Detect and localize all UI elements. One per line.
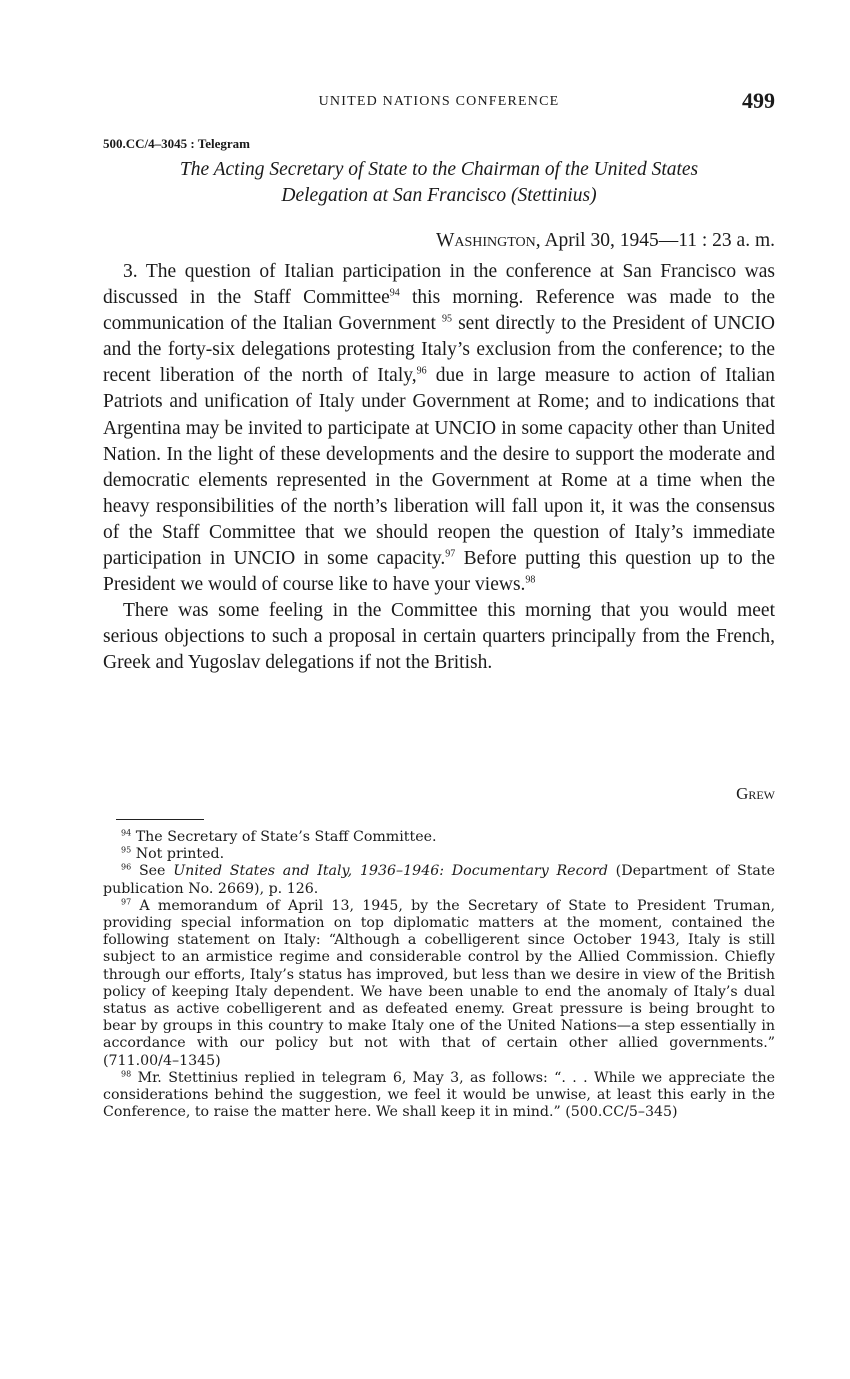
footnote-ref-98: 98 (525, 574, 536, 586)
running-head (103, 90, 775, 114)
paragraph-1-text-a: 3. The question of Italian participation in the conference at San Francisco was discussed in the Staff Committee (103, 261, 775, 309)
paragraph-2: There was some feeling in the Committee this morning that you would meet serious objections to such a proposal in certain quarters principally from the French, Greek and Yugoslav delegations if not the British. (103, 600, 775, 674)
footnote-94 (103, 829, 775, 846)
heading-line-2: Delegation at San Francisco (Stettinius) (281, 185, 597, 206)
footnote-mark: 94 (121, 828, 132, 838)
footnote-divider (116, 819, 204, 820)
footnote-mark: 95 (121, 845, 132, 855)
dateline-date: April 30, 1945—11 : 23 a. m. (540, 230, 775, 251)
dateline-place: Washington, (435, 230, 541, 251)
footnote-text: (Department of State publication No. 2669), p. 126. (103, 863, 775, 897)
footnote-96-title: United States and Italy, 1936–1946: Documentary Record (173, 863, 608, 880)
paragraph-1-text-c: sent directly to the President of UNCIO and the forty-six delegations protesting Italy’s exclusion from the conference; to the recent liberation of the north of Italy, (103, 313, 775, 387)
heading-line-1: The Acting Secretary of State to the Chairman of the United States (179, 159, 699, 180)
footnotes (103, 829, 775, 1121)
footnote-ref-95: 95 (442, 313, 452, 325)
paragraph-1 (103, 259, 775, 598)
footnote-ref-94: 94 (389, 287, 400, 299)
paragraph-1-text-e: Before putting this question up to the President we would of course like to have your views. (103, 548, 775, 596)
footnote-text: Not printed. (131, 846, 225, 863)
dateline (436, 230, 775, 252)
footnote-text: A memorandum of April 13, 1945, by the Secretary of State to President Truman, providing special information on top diplomatic matters at the moment, contained the following statement on Italy: “Although a cobelligerent since October 1943, Italy is still subject to an armistice regime and considerable control by the Allied Commission. Chiefly through our efforts, Italy’s status has improved, but less than we desire in view of the British policy of keeping Italy dependent. We have been unable to end the anomaly of Italy’s dual status as active cobelligerent and as defeated enemy. Great pressure is being brought to bear by groups in this country to make Italy one of the United Nations—a step essentially in accordance with our policy but not with that of certain other allied governments.” (711.00/4–1345) (103, 897, 775, 1069)
footnote-mark: 98 (121, 1069, 132, 1079)
paragraph-1-text-b: this morning. Reference was made to the communication of the Italian Government (103, 287, 775, 335)
page-number: 499 (742, 88, 775, 113)
telegram-body (103, 259, 775, 677)
footnote-mark: 97 (121, 897, 132, 907)
footnote-text: See (131, 863, 174, 880)
paragraph-1-text-d: due in large measure to action of Italian Patriots and unification of Italy under Government at Rome; and to indications that Argentina may be invited to participate at UNCIO in some capacity other than United Nation. In the light of these developments and the desire to support the moderate and democratic elements represented in the Government at Rome at a time when the heavy responsibilities of the north’s liberation will fall upon it, it was the consensus of the Staff Committee that we should reopen the question of Italy’s immediate participation in UNCIO in some capacity. (103, 365, 775, 570)
signature: Grew (736, 784, 775, 803)
footnote-text: Mr. Stettinius replied in telegram 6, May 3, as follows: “. . . While we appreciate the considerations behind the suggestion, we feel it would be unwise, at least this early in the Conference, to raise the matter here. We shall keep it in mind.” (500.CC/5–345) (103, 1069, 775, 1121)
footnote-96 (103, 863, 775, 897)
document-heading (103, 157, 775, 209)
footnote-98 (103, 1070, 775, 1122)
document-id: 500.CC/4–3045 : Telegram (103, 136, 250, 151)
footnote-ref-97: 97 (445, 548, 456, 560)
footnote-text: The Secretary of State’s Staff Committee. (131, 829, 437, 845)
footnote-97 (103, 898, 775, 1070)
footnote-ref-96: 96 (416, 365, 427, 377)
footnote-mark: 96 (121, 862, 132, 872)
footnote-95 (103, 846, 775, 863)
running-title: UNITED NATIONS CONFERENCE (318, 94, 560, 109)
